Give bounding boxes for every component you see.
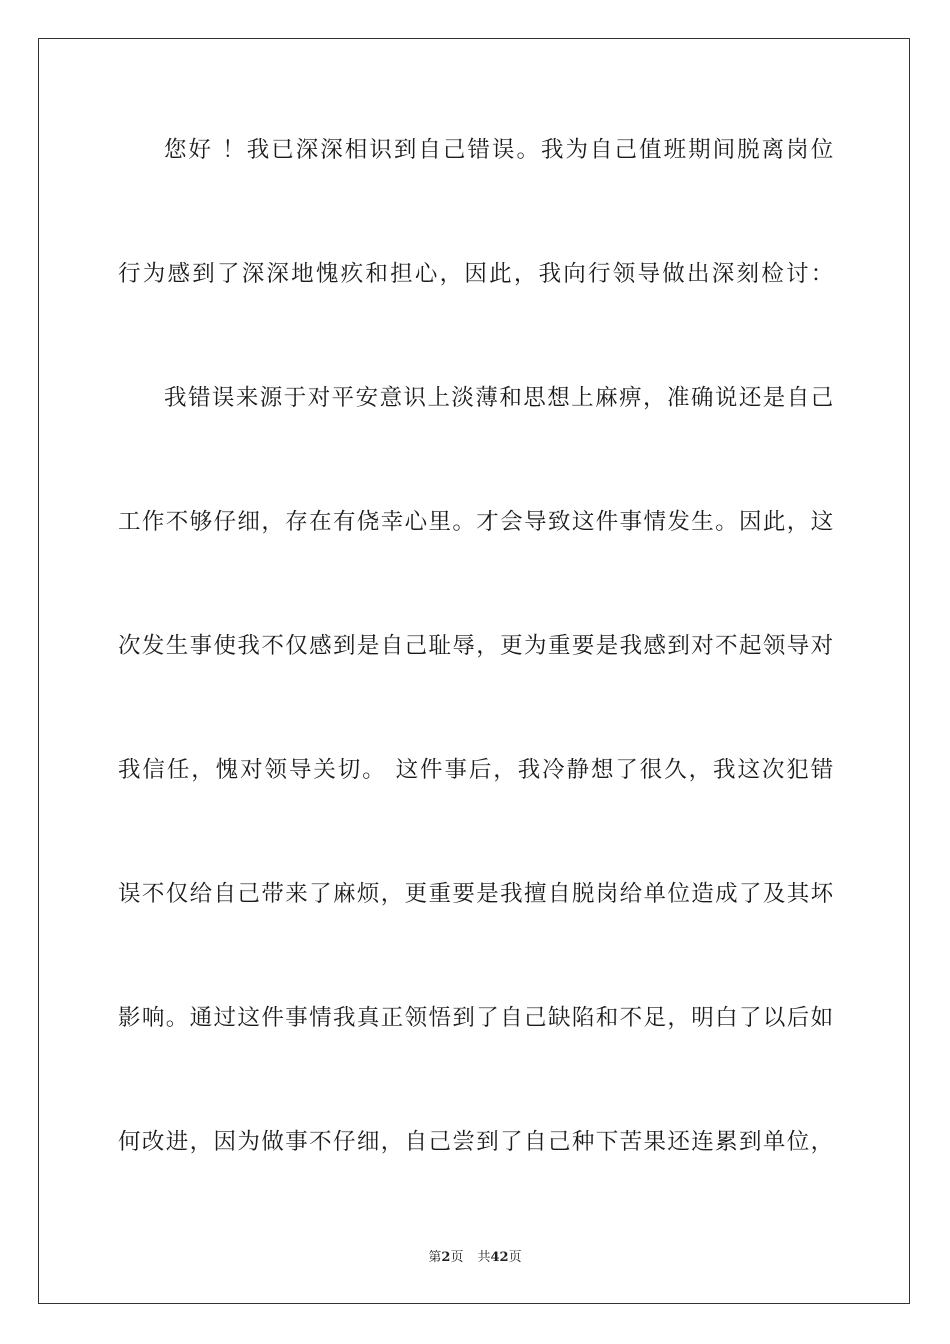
paragraph-2-line-5: 误不仅给自己带来了麻烦，更重要是我擅自脱岗给单位造成了及其坏 bbox=[118, 881, 834, 907]
page-footer bbox=[0, 1246, 950, 1265]
page-border bbox=[38, 38, 910, 1304]
paragraph-2-line-6: 影响。通过这件事情我真正领悟到了自己缺陷和不足，明白了以后如 bbox=[118, 1005, 834, 1031]
paragraph-2-line-3: 次发生事使我不仅感到是自己耻辱，更为重要是我感到对不起领导对 bbox=[118, 633, 834, 659]
page-prefix: 第 bbox=[428, 1250, 442, 1265]
paragraph-2-line-4: 我信任，愧对领导关切。 这件事后，我冷静想了很久，我这次犯错 bbox=[118, 757, 834, 783]
total-suffix: 页 bbox=[508, 1250, 522, 1265]
paragraph-2-line-2: 工作不够仔细，存在有侥幸心里。才会导致这件事情发生。因此，这 bbox=[118, 509, 834, 535]
paragraph-2-line-7: 何改进，因为做事不仔细，自己尝到了自己种下苦果还连累到单位， bbox=[118, 1129, 834, 1155]
total-pages: 42 bbox=[490, 1250, 509, 1265]
page-number: 2 bbox=[441, 1250, 451, 1265]
paragraph-1-line-2: 行为感到了深深地愧疚和担心，因此，我向行领导做出深刻检讨： bbox=[118, 261, 834, 287]
paragraph-1-line-1: 您好 ！我已深深相识到自己错误。我为自己值班期间脱离岗位 bbox=[164, 137, 834, 163]
paragraph-2-line-1: 我错误来源于对平安意识上淡薄和思想上麻痹，准确说还是自己 bbox=[164, 385, 834, 411]
page-suffix: 页 bbox=[450, 1250, 464, 1265]
total-prefix: 共 bbox=[477, 1250, 491, 1265]
